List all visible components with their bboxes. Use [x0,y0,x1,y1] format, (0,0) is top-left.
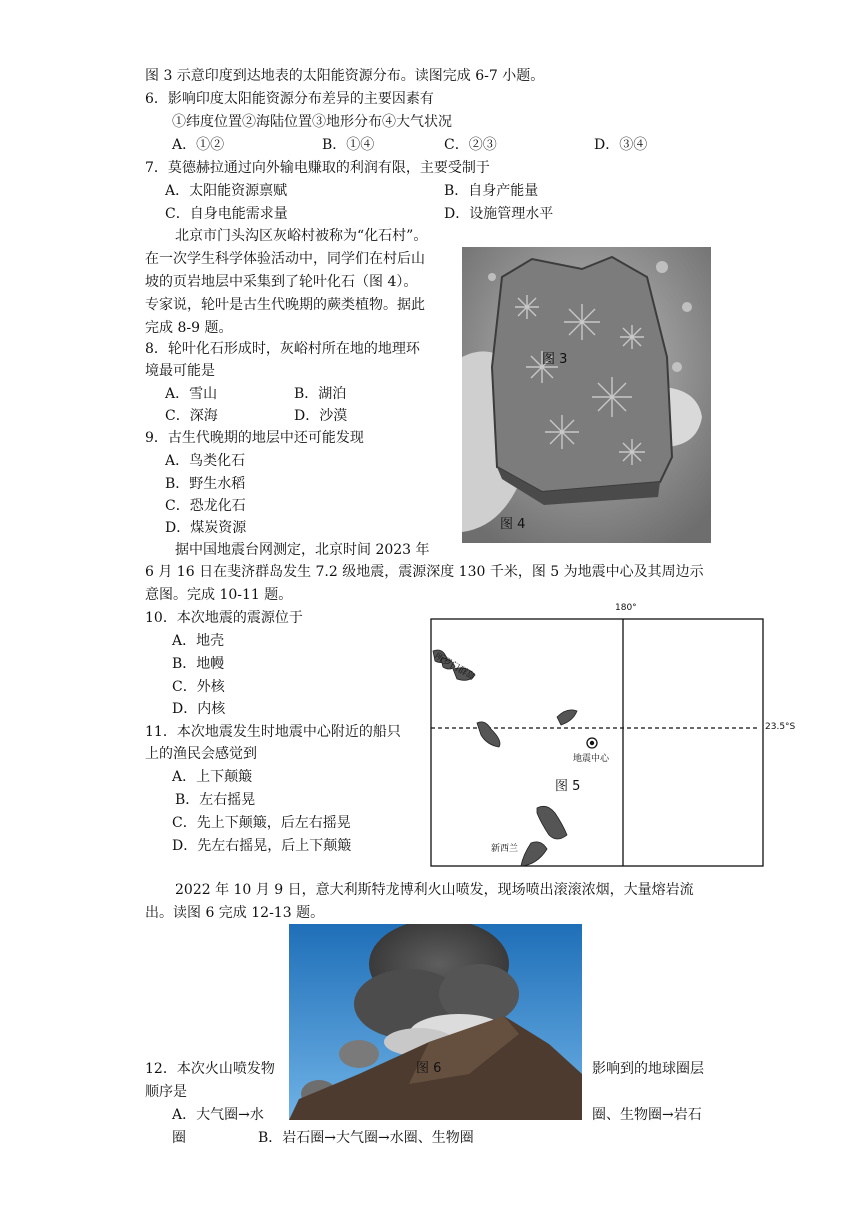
fig5-solomon-label: 所罗门群岛 [432,651,477,683]
q11-option-a: A．上下颠簸 [172,769,253,785]
q9-option-b: B．野生水稻 [165,476,246,492]
q10-option-b: B．地幔 [172,656,225,672]
q6-factors: ①纬度位置②海陆位置③地形分布④大气状况 [172,114,452,130]
fossil-passage-line4: 专家说，轮叶是古生代晚期的蕨类植物。据此 [145,297,425,313]
q10-option-c: C．外核 [172,679,225,695]
fig5-map [425,603,800,869]
q9-option-a: A．鸟类化石 [165,453,246,469]
q10-option-d: D．内核 [172,701,226,717]
q11-option-c: C．先上下颠簸，后左右摇晃 [172,815,351,831]
quake-passage-line2: 6 月 16 日在斐济群岛发生 7.2 级地震，震源深度 130 千米，图 5 为地震中心及其周边示 [145,564,704,580]
fossil-passage-line3: 坡的页岩地层中采集到了轮叶化石（图 4）。 [145,274,418,290]
q11-option-d: D．先左右摇晃，后上下颠簸 [172,838,352,854]
quake-passage-line1: 据中国地震台网测定，北京时间 2023 年 [175,542,430,558]
q8-option-b: B．湖泊 [294,386,347,402]
fig5-longitude-label: 180° [615,603,637,613]
q6-option-c: C．②③ [444,137,497,153]
fossil-photo-art [462,247,711,543]
q11-option-b: B．左右摇晃 [175,792,256,808]
q10-option-a: A．地壳 [172,633,225,649]
q7-option-b: B．自身产能量 [444,183,539,199]
q12-stem-left: 12．本次火山喷发物 [145,1061,275,1077]
fossil-photo-label-fig4: 图 4 [500,517,526,532]
fig5-epicenter-label: 地震中心 [573,754,610,764]
fig5-caption: 图 5 [555,779,581,794]
volcano-passage-line1: 2022 年 10 月 9 日，意大利斯特龙博利火山喷发，现场喷出滚滚浓烟，大量熔岩流 [175,882,694,898]
fossil-photo [462,247,711,543]
volcano-photo-art [289,924,582,1120]
q7-option-c: C．自身电能需求量 [165,206,288,222]
quake-passage-line3: 意图。完成 10-11 题。 [145,587,293,603]
q12-option-a-left: A．大气圈→水 [172,1107,264,1123]
fossil-photo-label-fig3: 图 3 [542,352,568,367]
q7-option-a: A．太阳能资源禀赋 [165,183,288,199]
q12-option-a-tail: 圈 [172,1130,186,1146]
volcano-passage-line2: 出。读图 6 完成 12-13 题。 [145,905,325,921]
q8-option-d: D．沙漠 [294,408,348,424]
q12-stem-line2: 顺序是 [145,1084,187,1100]
intro-fig3: 图 3 示意印度到达地表的太阳能资源分布。读图完成 6-7 小题。 [145,68,545,84]
q8-stem-line1: 8．轮叶化石形成时，灰峪村所在地的地理环 [145,341,420,357]
volcano-photo [289,924,582,1120]
q11-stem-line1: 11．本次地震发生时地震中心附近的船只 [145,724,401,740]
q12-stem-right: 影响到的地球圈层 [592,1061,704,1077]
volcano-photo-caption: 图 6 [416,1061,442,1076]
q8-option-c: C．深海 [165,408,218,424]
q9-stem: 9．古生代晚期的地层中还可能发现 [145,430,364,446]
q12-option-a-right: 圈、生物圈→岩石 [592,1107,702,1123]
q6-option-a: A．①② [172,137,225,153]
q6-option-b: B．①④ [322,137,375,153]
q9-option-c: C．恐龙化石 [165,498,246,514]
q6-stem: 6．影响印度太阳能资源分布差异的主要因素有 [145,91,434,107]
q7-stem: 7．莫德赫拉通过向外输电赚取的利润有限，主要受制于 [145,160,490,176]
fossil-passage-line5: 完成 8-9 题。 [145,320,233,336]
q6-option-d: D．③④ [594,137,648,153]
fossil-passage-line2: 在一次学生科学体验活动中，同学们在村后山 [145,251,425,267]
q10-stem: 10．本次地震的震源位于 [145,610,303,626]
fig5-latitude-label: 23.5°S [765,722,796,732]
q11-stem-line2: 上的渔民会感觉到 [145,746,257,762]
fig5-nz-label: 新西兰 [491,844,519,854]
fossil-passage-line1: 北京市门头沟区灰峪村被称为“化石村”。 [175,228,428,244]
q9-option-d: D．煤炭资源 [165,520,247,536]
q8-stem-line2: 境最可能是 [145,363,215,379]
q8-option-a: A．雪山 [165,386,218,402]
fig5-map-art [425,603,800,869]
q7-option-d: D．设施管理水平 [444,206,554,222]
q12-option-b: B．岩石圈→大气圈→水圈、生物圈 [258,1130,474,1146]
